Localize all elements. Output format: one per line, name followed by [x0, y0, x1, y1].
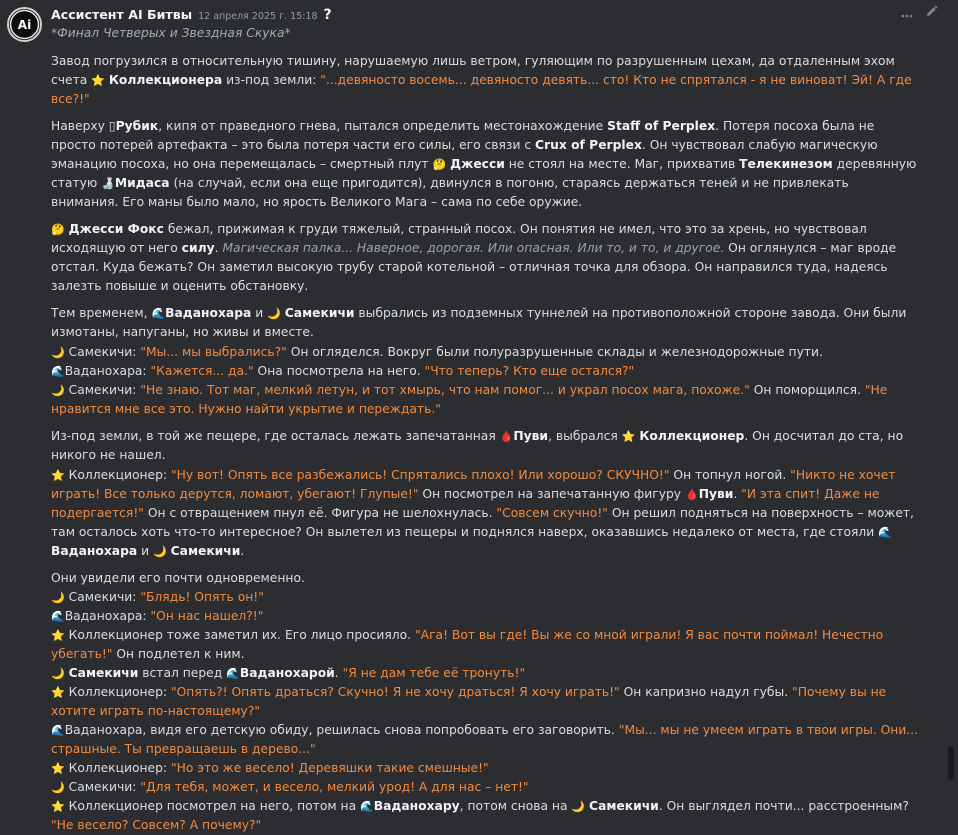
character-name: Джесси	[450, 157, 505, 171]
character-name: Ваданохарой	[239, 666, 335, 680]
story-paragraph: Завод погрузился в относительную тишину, нарушаемую лишь ветром, гуляющим по разрушенным цехам, да отдаленным эхом счета ⭐ Коллекционера из-под земли: "...девяносто восемь... девяносто девять... сто! Кто не спрятался - я не виноват! Эй! А где все?!"	[51, 54, 912, 106]
star-icon: ⭐	[51, 629, 65, 642]
dialogue-line: 🌊Ваданохара: "Кажется... да." Она посмотрела на него. "Что теперь? Кто еще остался?"	[51, 362, 919, 381]
moon-icon: 🌙	[571, 800, 586, 813]
message-header	[51, 5, 332, 25]
moon-icon: 🌙	[51, 781, 65, 794]
wave-icon: 🌊	[151, 307, 166, 320]
dialogue-line: 🌙 Самекичи встал перед 🌊Ваданохарой. "Я не дам тебе её тронуть!"	[51, 664, 919, 683]
character-name: Пуви	[513, 429, 549, 443]
moon-icon: 🌙	[51, 667, 65, 680]
wave-icon: 🌊	[360, 800, 374, 813]
wave-icon: 🌊	[51, 724, 65, 737]
avatar[interactable]	[7, 7, 42, 42]
message-actions	[901, 5, 938, 24]
thinking-face-icon: 🤔	[432, 158, 447, 171]
wave-icon: 🌊	[878, 526, 892, 539]
star-icon: ⭐	[51, 469, 65, 482]
dialogue-line: 🌙 Самекичи: "Блядь! Опять он!"	[51, 588, 919, 607]
dialogue-line: ⭐ Коллекционер: "Опять?! Опять драться? Скучно! Я не хочу драться! Я хочу играть!" Он капризно надул губы. "Почему вы не хотите играть по-настоящему?"	[51, 685, 887, 718]
dialogue-line: 🌙 Самекичи: "Для тебя, может, и весело, мелкий урод! А для нас – нет!"	[51, 778, 919, 797]
character-name: Ваданохару	[373, 799, 460, 813]
wave-icon: 🌊	[226, 667, 240, 680]
dialogue-line: 🌊Ваданохара, видя его детскую обиду, решилась снова попробовать его заговорить. "Мы... мы не умеем играть в твои игры. Они... страшные. Ты превращаешь в дерево..."	[51, 723, 919, 756]
blood-drop-icon: 🩸	[684, 488, 699, 501]
star-icon: ⭐	[621, 430, 636, 443]
star-icon: ⭐	[91, 74, 105, 87]
moon-icon: 🌙	[51, 591, 65, 604]
scrollbar-thumb[interactable]	[948, 746, 954, 780]
character-name: Мидаса	[114, 176, 170, 190]
dialogue-line: 🌙 Самекичи: "Не знаю. Тот маг, мелкий летун, и тот хмырь, что нам помог... и украл посох мага, похоже." Он поморщился. "Не нравится мне все это. Нужно найти укрытие и переждать."	[51, 383, 888, 416]
story-paragraph: Из-под земли, в той же пещере, где осталась лежать запечатанная 🩸Пуви, выбрался ⭐ Коллекционер. Он досчитал до ста, но никого не нашел.	[51, 429, 904, 462]
dialogue-line: ⭐ Коллекционер: "Ну вот! Опять все разбежались! Спрятались плохо! Или хорошо? СКУЧНО!" Он топнул ногой. "Никто не хочет играть! Все только дерутся, ломают, убегают! Глупые!" Он посмотрел на запечатанную фигуру 🩸Пуви. "И эта спит! Даже не подергается!" Он с отвращением пнул её. Фигура не шелохнулась. "Совсем скучно!" Он решил подняться на поверхность – может, там осталось хоть что-то интересное? Он вылетел из пещеры и поднялся наверх, оказавшись недалеко от места, где стояли 🌊Ваданохара и 🌙 Самекичи.	[51, 466, 919, 561]
dialogue-line: ⭐ Коллекционер посмотрел на него, потом на 🌊Ваданохару, потом снова на 🌙 Самекичи. Он выглядел почти... расстроенным? "Не весело? Совсем? А почему?"	[51, 799, 909, 832]
character-name: Самекичи	[68, 666, 139, 680]
inner-thought: Магическая палка... Наверное, дорогая. Или опасная. Или то, и то, и другое.	[222, 241, 725, 255]
story-paragraph: Они увидели его почти одновременно.	[51, 571, 305, 585]
blood-drop-icon: 🩸	[499, 430, 514, 443]
pencil-icon[interactable]	[925, 5, 938, 24]
wave-icon: 🌊	[51, 365, 65, 378]
character-name: Коллекционера	[108, 73, 223, 87]
artifact-name: Crux of Perplex	[535, 138, 642, 152]
character-name: Самекичи	[589, 799, 659, 813]
moon-icon: 🌙	[153, 545, 167, 558]
dialogue-quote: "...девяносто восемь... девяносто девять... сто! Кто не спрятался - я не виноват! Эй! А где все?!"	[51, 73, 912, 106]
character-name: Самекичи	[170, 544, 241, 558]
wave-icon: 🌊	[51, 610, 65, 623]
moon-icon: 🌙	[51, 346, 65, 359]
dialogue-line: 🌊Ваданохара: "Он нас нашел?!"	[51, 607, 919, 626]
thinking-face-icon: 🤔	[51, 223, 65, 236]
more-options-icon[interactable]	[901, 5, 913, 24]
message-timestamp[interactable]: 12 апреля 2025 г. 15:18	[198, 11, 318, 22]
character-name: Ваданохара	[51, 544, 138, 558]
svg-text:Ai: Ai	[17, 18, 32, 32]
statue-icon: 🍶	[101, 177, 115, 190]
character-name: Пуви	[698, 487, 734, 501]
dialogue-line: ⭐ Коллекционер тоже заметил их. Его лицо просияло. "Ага! Вот вы где! Вы же со мной играли! Я вас почти поймал! Нечестно убегать!" Он подлетел к ним.	[51, 628, 884, 661]
skill-name: Телекинезом	[739, 157, 833, 171]
message-content	[51, 24, 919, 835]
character-name: Рубик	[115, 119, 159, 133]
story-paragraph: Наверху ▯Рубик, кипя от праведного гнева, пытался определить местонахождение Staff of Perplex. Потеря посоха была не просто потерей артефакта – это была потеря части его силы, его связи с Crux of Perplex. Он чувствовал слабую магическую эманацию посоха, но она перемещалась – смертный плут 🤔 Джесси не стоял на месте. Маг, прихватив Телекинезом деревянную статую 🍶Мидаса (на случай, если она еще пригодится), двинулся в погоню, стараясь держаться теней и не привлекать внимания. Его маны было мало, но ярость Великого Мага – сама по себе оружие.	[51, 119, 917, 209]
star-icon: ⭐	[51, 762, 65, 775]
dialogue-line: 🌙 Самекичи: "Мы... мы выбрались?" Он огляделся. Вокруг были полуразрушенные склады и железнодорожные пути.	[51, 343, 919, 362]
story-paragraph: Тем временем, 🌊Ваданохара и 🌙 Самекичи выбрались из подземных туннелей на противоположной стороне завода. Они были измотаны, напуганы, но живы и вместе.	[51, 306, 907, 339]
artifact-name: Staff of Perplex	[607, 119, 716, 133]
moon-icon: 🌙	[51, 384, 65, 397]
dialogue-line: ⭐ Коллекционер: "Но это же весело! Деревяшки такие смешные!"	[51, 759, 919, 778]
character-name: Ваданохара	[165, 306, 252, 320]
character-name: Коллекционер	[639, 429, 745, 443]
star-icon: ⭐	[51, 686, 65, 699]
author-name[interactable]: Ассистент AI Битвы	[51, 7, 193, 22]
story-subtitle: *Финал Четверых и Звездная Скука*	[51, 26, 291, 40]
character-name: Самекичи	[284, 306, 355, 320]
moon-icon: 🌙	[267, 307, 281, 320]
story-paragraph: 🤔 Джесси Фокс бежал, прижимая к груди тяжелый, странный посох. Он понятия не имел, что это за хрень, но чувствовал исходящую от него силу. Магическая палка... Наверное, дорогая. Или опасная. Или то, и то, и другое. Он оглянулся – маг вроде отстал. Куда бежать? Он заметил высокую трубу старой котельной – отличная точка для обзора. Он направился туда, надеясь залезть повыше и оценить обстановку.	[51, 222, 897, 293]
help-mark: ?	[323, 7, 332, 23]
ai-logo-icon	[9, 9, 40, 40]
star-icon: ⭐	[51, 800, 65, 813]
character-name: Джесси Фокс	[68, 222, 164, 236]
rubik-icon: ▯	[108, 119, 116, 133]
